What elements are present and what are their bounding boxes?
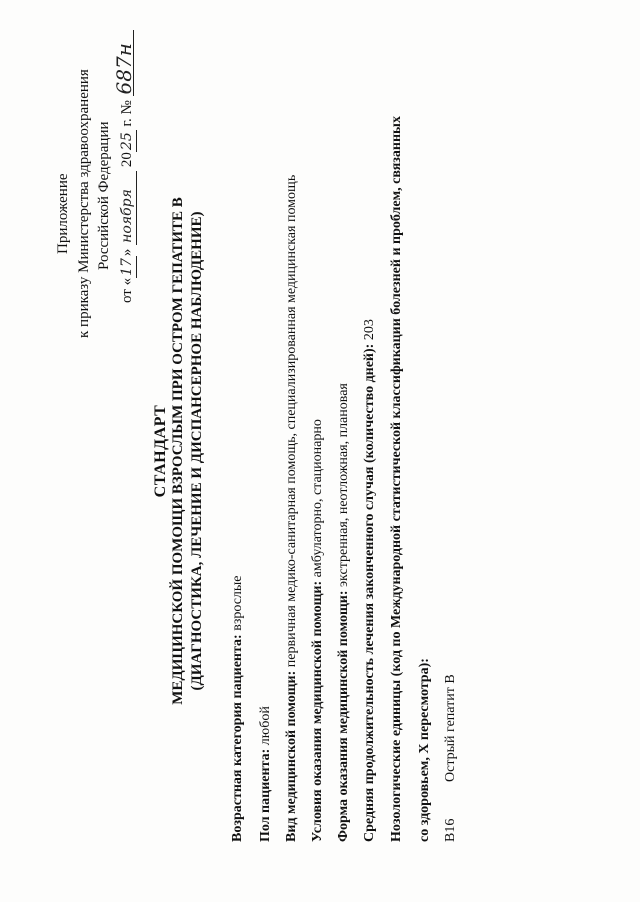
nosology-row (443, 674, 459, 842)
age-category-line (230, 575, 246, 842)
date-year: 25 (119, 132, 135, 151)
dur-label: Средняя продолжительность лечения законченного случая (количество дней): (362, 343, 377, 842)
document-subtitle-2: (ДИАГНОСТИКА, ЛЕЧЕНИЕ И ДИСПАНСЕРНОЕ НАБЛЮДЕНИЕ) (189, 211, 205, 691)
care-type-line (284, 175, 300, 842)
form-value: экстренная, неотложная, плановая (336, 383, 351, 591)
patient-sex-line (258, 706, 274, 842)
date-prefix: от « (119, 277, 135, 303)
cond-value: амбулаторно, стационарно (310, 419, 325, 581)
document-title: СТАНДАРТ (152, 404, 169, 498)
appendix-date-number (112, 30, 137, 303)
nosology-heading-line1: Нозологические единицы (код по Международной статистической классификации болезней и проблем, связанных (389, 116, 404, 842)
icd-code: B16 (443, 818, 458, 842)
type-label: Вид медицинской помощи: (284, 670, 299, 842)
age-value: взрослые (230, 575, 245, 635)
treatment-duration-line (362, 319, 378, 842)
appendix-country: Российской Федерации (96, 121, 112, 270)
sex-label: Пол пациента: (258, 748, 273, 842)
sex-value: любой (258, 706, 273, 749)
date-day: 17 (119, 258, 135, 276)
dur-value: 203 (362, 319, 377, 344)
type-value: первичная медико-санитарная помощь, специализированная медицинская помощь (284, 174, 299, 671)
order-number: 687н (115, 30, 134, 96)
nosology-heading-cont (417, 658, 433, 842)
care-conditions-line (310, 419, 326, 842)
date-suffix: г. № (119, 96, 135, 131)
age-label: Возрастная категория пациента: (230, 634, 245, 842)
date-month: ноября (118, 171, 137, 245)
disease-name: Острый гепатит В (443, 674, 458, 782)
document-subtitle: МЕДИЦИНСКОЙ ПОМОЩИ ВЗРОСЛЫМ ПРИ ОСТРОМ ГЕПАТИТЕ В (170, 197, 186, 705)
date-year-prefix: 20 (119, 152, 135, 171)
date-mid: » (119, 244, 135, 257)
care-form-line (336, 383, 352, 842)
appendix-title: Приложение (55, 173, 71, 254)
nosology-heading (389, 116, 405, 842)
form-label: Форма оказания медицинской помощи: (336, 590, 351, 842)
cond-label: Условия оказания медицинской помощи: (310, 580, 325, 842)
nosology-heading-line2: со здоровьем, X пересмотра): (417, 658, 432, 842)
appendix-order-ref: к приказу Министерства здравоохранения (76, 69, 92, 338)
